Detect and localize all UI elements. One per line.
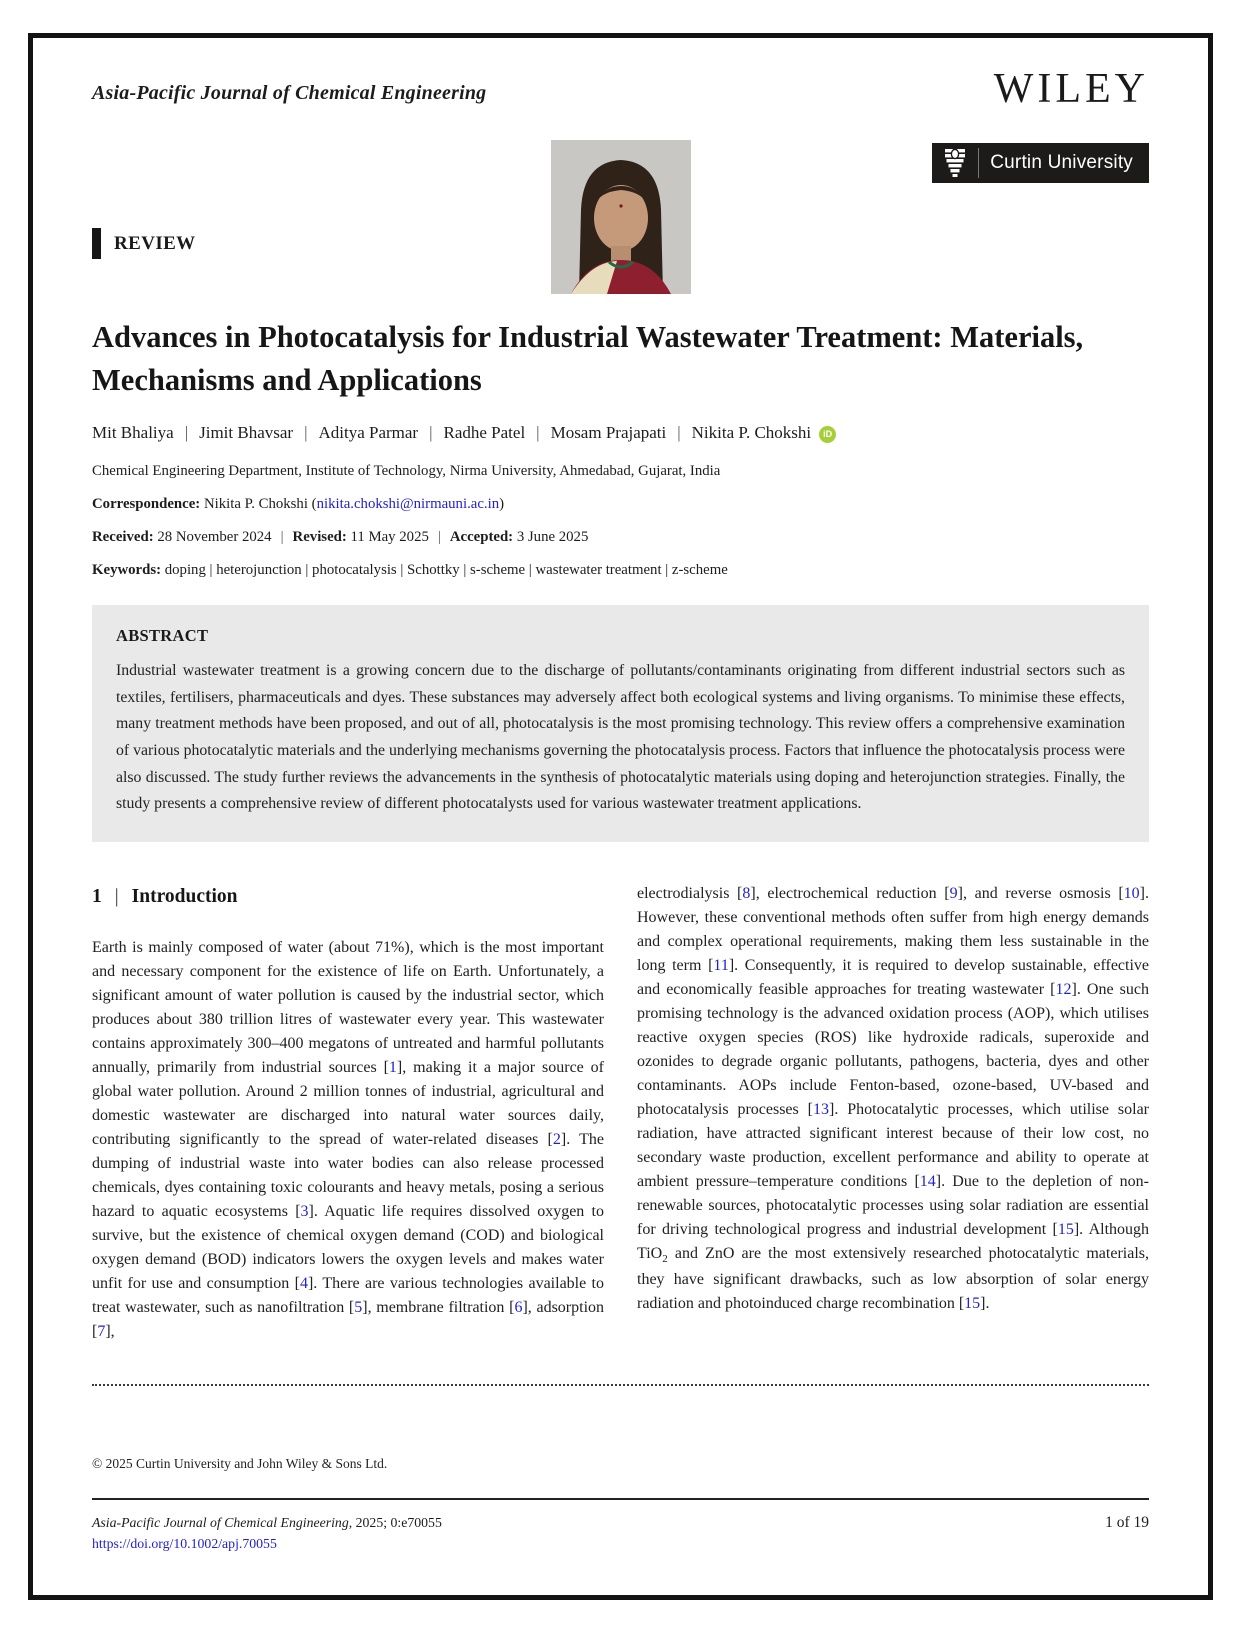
- wiley-logo: WILEY: [993, 66, 1149, 112]
- author-name: Nikita P. Chokshi: [691, 423, 812, 443]
- authors-line: [92, 423, 1149, 443]
- citation-link[interactable]: 9: [949, 885, 958, 903]
- author-name: Mit Bhaliya: [92, 423, 174, 443]
- author-name: Mosam Prajapati: [550, 423, 667, 443]
- history-separator: |: [437, 529, 441, 546]
- keywords-label: Keywords:: [92, 562, 162, 579]
- citation-link[interactable]: 15: [1057, 1221, 1074, 1239]
- citation-link[interactable]: 1: [388, 1059, 397, 1077]
- journal-name: Asia-Pacific Journal of Chemical Engineering: [92, 82, 487, 104]
- introduction-paragraph-right: electrodialysis [8], electrochemical reduction [9], and reverse osmosis [10]. However, these conventional methods often suffer from high energy demands and complex operational requirements, making them less sustainable in the long term [11]. Consequently, it is required to develop sustainable, effective and economically feasible approaches for treating wastewater [12]. One such promising technology is the advanced oxidation process (AOP), which utilises reactive oxygen species (ROS) like hydroxide radicals, superoxide and ozonides to degrade organic pollutants, pathogens, bacteria, dyes and other contaminants. AOPs include Fenton-based, ozone-based, UV-based and photocatalysis processes [13]. Photocatalytic processes, which utilise solar radiation, have attracted significant interest because of their low cost, no secondary waste production, excellent performance and ability to operate at ambient pressure–temperature conditions [14]. Due to the depletion of non-renewable sources, photocatalytic processes using solar radiation are essential for driving technological progress and industrial development [15]. Although TiO$_2$ and ZnO are the most extensively researched photocatalytic materials, they have significant drawbacks, such as low absorption of solar energy radiation and photoinduced charge recombination [15].: [637, 885, 1150, 1312]
- author-name: Jimit Bhavsar: [199, 423, 294, 443]
- citation-link[interactable]: 13: [813, 1101, 829, 1119]
- citation-link[interactable]: 12: [1055, 981, 1072, 999]
- introduction-paragraph-left: Earth is mainly composed of water (about 71%), which is the most important and necessary component for the existence of life on Earth. Unfortunately, a significant amount of water pollution is caused by the industrial sector, which produces about 380 trillion litres of wastewater every year. This wastewater contains approximately 300–400 megatons of untreated and harmful pollutants annually, primarily from industrial sources [1], making it a major source of global water pollution. Around 2 million tonnes of industrial, agricultural and domestic wastewater are discharged into natural water sources daily, contributing significantly to the spread of water-related diseases [2]. The dumping of industrial waste into water bodies can also release processed chemicals, dyes containing toxic colourants and heavy metals, posing a serious hazard to aquatic ecosystems [3]. Aquatic life requires dissolved oxygen to survive, but the existence of chemical oxygen demand (COD) and biological oxygen demand (BOD) indicators lowers the oxygen levels and makes water unfit for use and consumption [4]. There are various technologies available to treat wastewater, such as nanofiltration [5], membrane filtration [6], adsorption [7],: [92, 939, 605, 1341]
- history-value: 28 November 2024: [157, 529, 272, 546]
- author-name: Aditya Parmar: [318, 423, 419, 443]
- history-label: Accepted:: [449, 529, 517, 546]
- orcid-icon[interactable]: iD: [819, 426, 836, 443]
- article-type: [92, 228, 196, 259]
- article-title: Advances in Photocatalysis for Industrial Wastewater Treatment: Materials, Mechanisms and Applications: [92, 320, 1084, 398]
- citation-link[interactable]: 10: [1123, 885, 1140, 903]
- correspondence-name: Nikita P. Chokshi: [203, 496, 308, 513]
- author-name: Radhe Patel: [443, 423, 526, 443]
- hero-row: [92, 140, 1149, 296]
- abstract-text: Industrial wastewater treatment is a growing concern due to the discharge of pollutants/contaminants originating from different industrial sectors such as textiles, fertilisers, pharmaceuticals and dyes. These substances may adversely affect both ecological systems and living organisms. To minimise these effects, many treatment methods have been proposed, and out of all, photocatalysis is the most promising technology. This review offers a comprehensive examination of various photocatalytic materials and the underlying mechanisms governing the photocatalysis process. Factors that influence the photocatalysis process were also discussed. The study further reviews the advancements in the synthesis of photocatalytic materials using doping and heterojunction strategies. Finally, the study presents a comprehensive review of different photocatalysts used for various wastewater treatment applications.: [116, 662, 1125, 813]
- column-left: [92, 882, 604, 1344]
- citation-link[interactable]: 4: [299, 1275, 308, 1293]
- column-right: [637, 882, 1149, 1344]
- footer-journal-meta: , 2025; 0:e70055: [348, 1515, 442, 1531]
- history-label: Revised:: [292, 529, 351, 546]
- history-separator: |: [280, 529, 284, 546]
- introduction-heading: [92, 882, 604, 911]
- copyright-notice: © 2025 Curtin University and John Wiley & Sons Ltd.: [92, 1456, 388, 1472]
- correspondence-label: Correspondence:: [92, 496, 201, 513]
- author-separator: |: [429, 423, 433, 443]
- body-columns: [92, 882, 1149, 1344]
- author-photo: [551, 140, 691, 294]
- page-border-frame: [28, 33, 1213, 1600]
- dotted-divider: [92, 1384, 1149, 1386]
- citation-link[interactable]: 14: [919, 1173, 936, 1191]
- footer-rule: [92, 1498, 1149, 1500]
- citation-link[interactable]: 5: [354, 1299, 363, 1317]
- author-separator: |: [184, 423, 189, 443]
- footer-row: [92, 1513, 1149, 1554]
- abstract-heading: ABSTRACT: [116, 626, 209, 646]
- review-bar-icon: [92, 228, 101, 259]
- citation-link[interactable]: 6: [514, 1299, 523, 1317]
- history-label: Received:: [92, 529, 158, 546]
- footer-journal-name: Asia-Pacific Journal of Chemical Engineering: [92, 1515, 349, 1531]
- history-line: [92, 529, 1149, 546]
- section-title: Introduction: [131, 886, 238, 908]
- citation-link[interactable]: 11: [713, 957, 729, 975]
- keywords-list: doping | heterojunction | photocatalysis | Schottky | s-scheme | wastewater treatment | z-scheme: [164, 562, 728, 579]
- author-separator: |: [677, 423, 681, 443]
- curtin-badge-label: Curtin University: [990, 152, 1133, 173]
- citation-link[interactable]: 8: [742, 885, 751, 903]
- subscript: 2: [662, 1253, 668, 1266]
- correspondence-paren-close: ): [499, 496, 505, 513]
- article-type-label: REVIEW: [114, 232, 196, 254]
- author-separator: |: [304, 423, 308, 443]
- correspondence-paren: (: [311, 496, 317, 513]
- keywords-line: [92, 562, 1149, 579]
- curtin-university-badge: [932, 143, 1149, 183]
- author-separator: |: [536, 423, 540, 443]
- affiliation: Chemical Engineering Department, Institute of Technology, Nirma University, Ahmedabad, Gujarat, India: [92, 463, 721, 480]
- correspondence-line: [92, 496, 1149, 513]
- footer-citation: [92, 1513, 442, 1554]
- citation-link[interactable]: 15: [964, 1294, 981, 1312]
- page-number: 1 of 19: [1105, 1514, 1149, 1532]
- citation-link[interactable]: 2: [552, 1131, 561, 1149]
- citation-link[interactable]: 3: [300, 1203, 309, 1221]
- history-value: 11 May 2025: [350, 529, 429, 546]
- page-header: [92, 68, 1149, 110]
- doi-link[interactable]: https://doi.org/10.1002/apj.70055: [92, 1536, 277, 1552]
- section-number: 1: [92, 886, 102, 908]
- correspondence-email-link[interactable]: nikita.chokshi@nirmauni.ac.in: [316, 496, 500, 513]
- section-separator: |: [114, 886, 119, 908]
- abstract-box: [92, 605, 1149, 842]
- citation-link[interactable]: 7: [97, 1323, 106, 1341]
- history-value: 3 June 2025: [516, 529, 589, 546]
- curtin-logo-icon: [942, 148, 979, 178]
